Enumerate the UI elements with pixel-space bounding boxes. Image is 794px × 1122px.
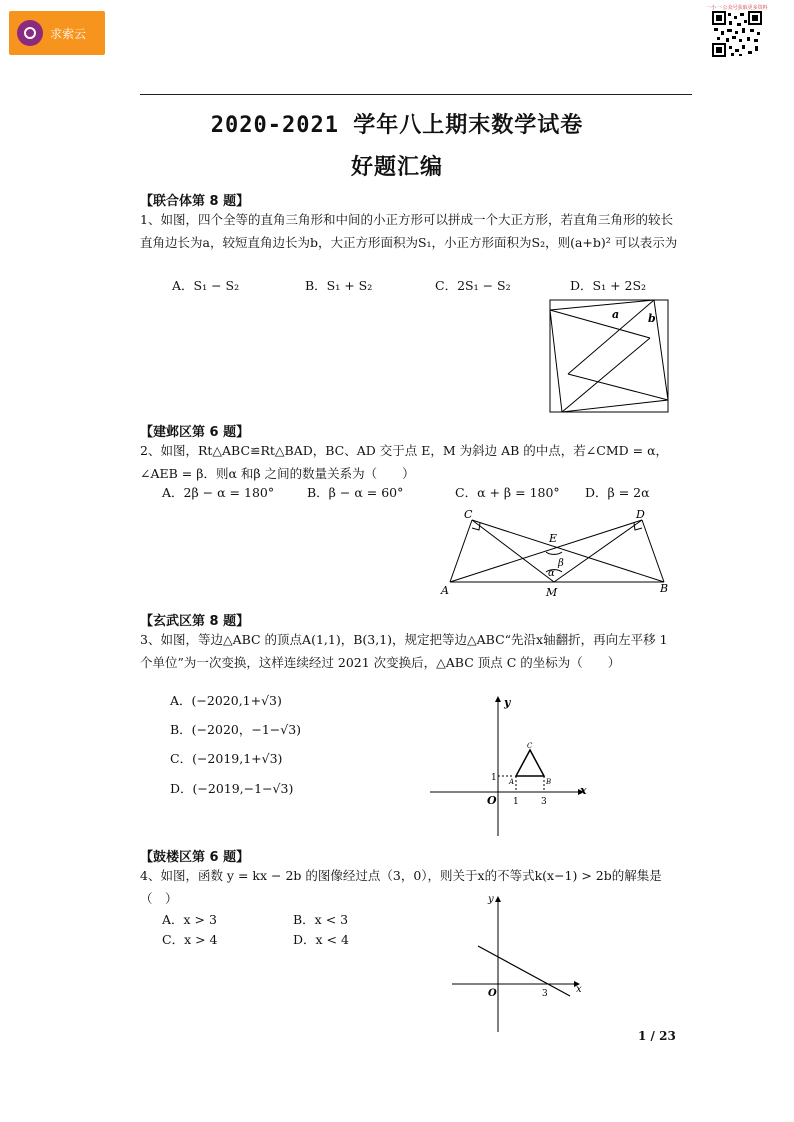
option-d: D．x < 4: [293, 932, 349, 947]
svg-text:3: 3: [542, 989, 548, 999]
qr-caption: 一小一·公众号获取更多资料: [706, 5, 768, 11]
svg-text:α: α: [548, 568, 555, 579]
option-a: A．S₁ − S₂: [172, 278, 240, 293]
square-figure: [548, 298, 670, 414]
svg-text:x: x: [576, 984, 582, 995]
page-subtitle: 好题汇编: [350, 155, 443, 180]
question-text: 3、如图，等边△ABC 的顶点A(1,1)，B(3,1)，规定把等边△ABC“先沿x轴翻折，再向左平移 1 个单位”为一次变换，这样连续经过 2021 次变换后，△ABC 顶点 C 的坐标为（ ）: [140, 632, 668, 670]
option-b: B．β − α = 60°: [307, 485, 404, 500]
triangle-figure: [438, 506, 674, 600]
svg-text:3: 3: [541, 797, 547, 807]
svg-text:E: E: [549, 532, 558, 545]
option-c: C．α + β = 180°: [455, 485, 560, 500]
option-c: C．(−2019,1+√3): [170, 751, 283, 766]
svg-text:O: O: [488, 988, 497, 999]
svg-text:1: 1: [513, 797, 519, 807]
coordinate-figure: [426, 692, 590, 840]
brand-logo: [9, 11, 105, 55]
option-c: C．x > 4: [162, 932, 218, 947]
section-header: 【建邺区第 6 题】: [140, 425, 250, 440]
option-d: D．S₁ + 2S₂: [570, 278, 647, 293]
option-d: D．(−2019,−1−√3): [170, 781, 294, 796]
svg-text:β: β: [558, 558, 564, 569]
option-b: B．S₁ + S₂: [305, 278, 373, 293]
svg-text:M: M: [546, 586, 558, 599]
option-a: A．x > 3: [162, 912, 217, 927]
line-graph-figure: [448, 890, 588, 1036]
question-text: 4、如图，函数 y = kx − 2b 的图像经过点（3，0），则关于x的不等式k(x−1) > 2b的解集是（ ）: [140, 868, 662, 906]
svg-text:D: D: [636, 508, 645, 521]
option-a: A．2β − α = 180°: [162, 485, 275, 500]
option-a: A．(−2020,1+√3): [170, 693, 282, 708]
page-title: 2020-2021 学年八上期末数学试卷: [210, 113, 584, 138]
section-header: 【鼓楼区第 6 题】: [140, 850, 250, 865]
svg-text:x: x: [580, 784, 587, 797]
svg-text:A: A: [509, 778, 515, 786]
header-rule: [140, 94, 692, 95]
label-a: a: [612, 308, 620, 321]
option-d: D．β = 2α: [585, 485, 650, 500]
label-b: b: [648, 312, 656, 325]
page-number: 1 / 23: [638, 1029, 676, 1043]
section-header: 【联合体第 8 题】: [140, 194, 250, 209]
logo-text: 求索云: [50, 26, 87, 41]
option-b: B．(−2020，−1−√3): [170, 722, 302, 737]
svg-text:1: 1: [491, 773, 497, 783]
svg-text:B: B: [546, 778, 552, 786]
svg-text:y: y: [488, 894, 494, 905]
svg-text:y: y: [504, 696, 511, 709]
option-b: B．x < 3: [293, 912, 349, 927]
logo-mark-icon: [17, 20, 43, 46]
svg-text:B: B: [660, 582, 669, 595]
question-text: 2、如图，Rt△ABC≌Rt△BAD，BC、AD 交于点 E，M 为斜边 AB 的中点，若∠CMD = α，∠AEB = β．则α 和β 之间的数量关系为（ ）: [140, 443, 669, 481]
svg-text:C: C: [527, 742, 533, 750]
qr-code-icon: [712, 11, 762, 57]
option-c: C．2S₁ − S₂: [435, 278, 511, 293]
svg-text:C: C: [464, 508, 473, 521]
svg-text:O: O: [487, 794, 497, 807]
question-text: 1、如图，四个全等的直角三角形和中间的小正方形可以拼成一个大正方形，若直角三角形的较长直角边长为a，较短直角边长为b，大正方形面积为S₁，小正方形面积为S₂，则(a+b)² 可以表示为: [140, 212, 678, 250]
svg-text:A: A: [441, 584, 449, 597]
section-header: 【玄武区第 8 题】: [140, 614, 250, 629]
